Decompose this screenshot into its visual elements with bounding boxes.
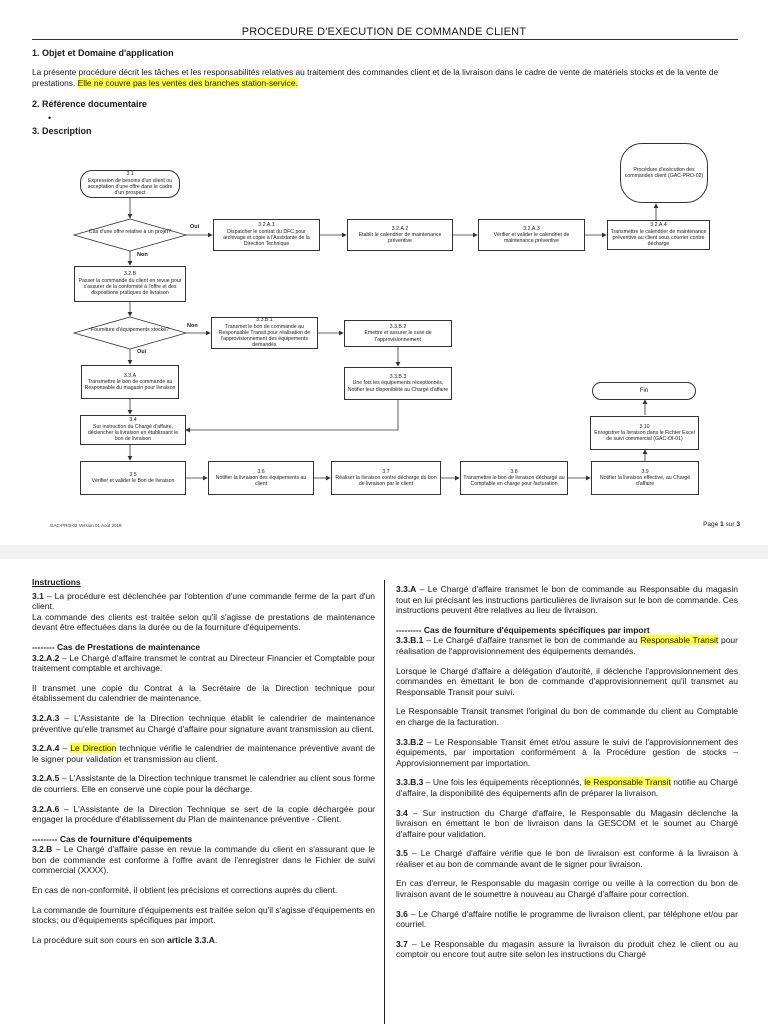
flow-node-3-3-b-2: 3.3.B.2 Emettre et assurer le suivi de l'approvisionnement [344,320,452,347]
heading-maintenance: -------- Cas de Prestations de maintenance [32,641,201,652]
flow-node-3-2-a-1: 3.2.A.1 Dispatcher le contrat du DFC pour archivage et copie à l'Assistante de la Direction Technique [213,219,320,251]
para-3-3-b-2: 3.3.B.2 – Le Responsable Transit émet et/ou assure le suivi de l'approvisionnement des équipements, par importation conformément à la Procédure gestion de stocks – Approvisionnement par importation. [396,736,738,768]
flow-node-3-3-b-3: 3.3.B.3 Une fois les équipements réceptionnés, Notifier leur disponibilité au Chargé d'affaire [344,367,452,400]
para-3-3-a: 3.3.A – Le Chargé d'affaire transmet le bon de commande au Responsable du magasin tout en lui précisant les instructions particulières de livraison sur le bon de commande. Ces instructions peuvent être relatives au lieu de livraison. [396,584,738,616]
para-3-1: 3.1 – La procédure est déclenchée par l'obtention d'une commande ferme de la part d'un client. [32,590,375,612]
flow-node-3-6: 3.6 Notifier la livraison des équipements au client [208,461,314,495]
para-delegation: Lorsque le Chargé d'affaire a délégation d'autorité, il déclenche l'approvisionnement des commandes en émettant le bon de commande d'approvisionnement qu'il transmet au Responsable Transit pour suivi. [396,665,738,697]
instructions-right-column [396,584,738,969]
para-3-2-b: 3.2.B – Le Chargé d'affaire passe en revue la commande du client en s'assurant que le bon de commande est conforme à l'offre avant de l'enregistrer dans le Fichier de suivi commercial (XXXX). [32,844,375,876]
flow-node-3-2-a-2: 3.2.A.2 Etablir le calendrier de maintenance préventive [347,219,453,251]
section-1-text [32,67,738,89]
instructions-left-column [32,577,375,954]
para-3-2-a-4: 3.2.A.4 – Le Direction technique vérifie le calendrier de maintenance préventive avant de le signer pour validation et transmission au client. [32,743,375,764]
section-2-bullet: • [48,113,52,123]
para-3-5-b: En cas d'erreur, le Responsable du magasin corrige ou veille à la correction du bon de livraison avant de le soumettre à nouveau au Chargé d'affaire pour correction. [396,878,738,900]
section-1-highlight: Elle ne couvre pas les ventes des branches station-service. [77,78,298,88]
flowchart [0,140,768,520]
para-3-2-a-6: 3.2.A.6 – L'Assistante de la Direction Technique se sert de la copie déchargée pour engager la procédure d'établissement du Plan de maintenance préventive - Client. [32,803,375,825]
para-3-6: 3.6 – Le Chargé d'affaire notifie le programme de livraison client, par téléphone et/ou par courriel. [396,908,738,930]
flow-node-3-4: 3.4 Sur instruction du Chargé d'affaire, déclencher la livraison en établissant le bon de livraison [80,415,186,445]
page-title: PROCEDURE D'EXECUTION DE COMMANDE CLIENT [241,26,527,38]
edge-label-oui-1: Oui [190,224,200,230]
flow-node-3-2-b: 3.2.B Passer la commande du client en revue pour s'assurer de la conformité à l'offre et des dispositions pratiques de livraison [74,266,186,302]
footer-page-number: Page 1 sur 3 [703,521,740,528]
heading-fourniture: --------- Cas de fourniture d'équipements [32,833,193,844]
flow-node-3-2-a-3: 3.2.A.3 Vérifier et valider le calendrier de maintenance préventive [478,219,585,251]
para-3-7: 3.7 – Le Responsable du magasin assure la livraison du produit chez le client ou au comptoir ou encore tout autre site selon les instructions du Chargé [396,938,738,960]
para-3-2-a-3: 3.2.A.3 – L'Assistante de la Direction technique établit le calendrier de maintenance préventive qu'elle transmet au Chargé d'affaire pour signature avant transmission au client. [32,712,375,734]
section-1-heading: 1. Objet et Domaine d'application [32,48,174,58]
section-3-heading: 3. Description [32,126,92,136]
para-3-5: 3.5 – Le Chargé d'affaire vérifie que le bon de livraison est conforme à la livraison à réaliser et au bon de commande avant de le signer pour livraison. [396,848,738,869]
flow-node-3-2-a-4: 3.2.A.4 Transmettre le calendrier de maintenance préventive au client sous courrier contre décharge [607,220,710,250]
flow-node-3-9: 3.9 Notifier la livraison effective, au Chargé d'affaire [591,461,699,495]
flow-decision-stock-label: Fourniture d'équipements stocké? [91,327,169,333]
para-procedure-suit: La procédure suit son cours en son article 3.3.A. [32,934,218,945]
para-original: Le Responsable Transit transmet l'original du bon de commande du client au Comptable en charge de la facturation. [396,706,738,727]
edge-label-non-1: Non [137,252,148,258]
para-3-2-a-5: 3.2.A.5 – L'Assistante de la Direction technique transmet le calendrier au client sous forme de courriers. Elle en conserve une copie pour la décharge. [32,773,375,794]
flow-node-3-3-b-1: 3.3.B.1 Transmet le bon de commande au Responsable Transit pour réalisation de l'approvisionnement des équipements demandés [211,317,318,349]
flow-node-3-3-a: 3.3.A Transmettre le bon de commande au Responsable du magasin pour livraison [81,365,179,399]
section-1-body: La présente procédure décrit les tâches et les responsabilités relatives au traitement des commandes client et de la livraison dans le cadre de vente de matériels stocks et de la vente de prestations. [32,67,719,88]
flow-node-procedure-ref: Procédure d'exécution des commandes client (GAC-PRO-02) [620,143,708,203]
edge-label-oui-2: Oui [137,349,147,355]
para-3-3-b-3: 3.3.B.3 – Une fois les équipements réceptionnés, le Responsable Transit notifie au Chargé d'affaire, la disponibilité des équipements afin de préparer la livraison. [396,777,738,798]
para-3-2-b-2: En cas de non-conformité, il obtient les précisions et corrections auprès du client. [32,885,338,896]
para-3-2-a-2-b: Il transmet une copie du Contrat à la Secrétaire de la Direction technique pour établissement du calendrier de maintenance. [32,682,375,704]
flow-node-3-8: 3.8 Transmettre le bon de livraison déchargé au Comptable en charge pour facturation [460,461,568,495]
flow-node-3-10: 3.10 Enregistrer la livraison dans le Fichier Excel de suivi commercial (GAC-OI-01) [590,416,699,450]
para-3-4: 3.4 – Sur instruction du Chargé d'affaire, le Responsable du Magasin déclenche la livraison en émettant le bon de livraison dans la GESCOM et le soumet au Chargé d'affaire pour validation. [396,807,738,839]
flow-node-3-1: 3.1 Expression de besoins d'un client ou acceptation d'une offre dans le cadre d'un prospect [80,170,180,198]
title-underline [32,39,738,40]
column-separator [384,580,385,1024]
flow-node-3-7: 3.7 Réaliser la livraison contre décharge du bon de livraison par le client [331,461,441,495]
flow-node-3-5: 3.5 Vérifier et valider le Bon de livraison [80,461,186,495]
page-break [0,545,768,559]
para-3-2-b-3: La commande de fourniture d'équipements est traitée selon qu'il s'agisse d'équipements en stocks; ou d'équipements spécifiques par import. [32,904,375,926]
instructions-heading: Instructions [32,577,81,587]
para-3-3-b-1: 3.3.B.1 – Le Chargé d'affaire transmet le bon de commande au Responsable Transit pour réalisation de l'approvisionnement des équipements demandés. [396,635,738,656]
heading-specifique: --------- Cas de fourniture d'équipements spécifiques par import [396,624,650,635]
footer-doc-code: GAC-PRO-02 Version 01 Août 2019 [50,523,122,528]
edge-label-non-2: Non [187,323,198,329]
section-2-heading: 2. Référence documentaire [32,99,148,109]
para-3-1-b: La commande des clients est traitée selon qu'il s'agisse de prestations de maintenance devant être effectuées dans la durée ou de la fourniture d'équipements. [32,611,375,633]
flow-node-fin: Fin [592,382,696,400]
para-3-2-a-2: 3.2.A.2 – Le Chargé d'affaire transmet le contrat au Directeur Financier et Comptable pour traitement comptable et archivage. [32,652,375,674]
flow-decision-project-label: Cas d'une offre relative à un projet? [89,229,171,235]
